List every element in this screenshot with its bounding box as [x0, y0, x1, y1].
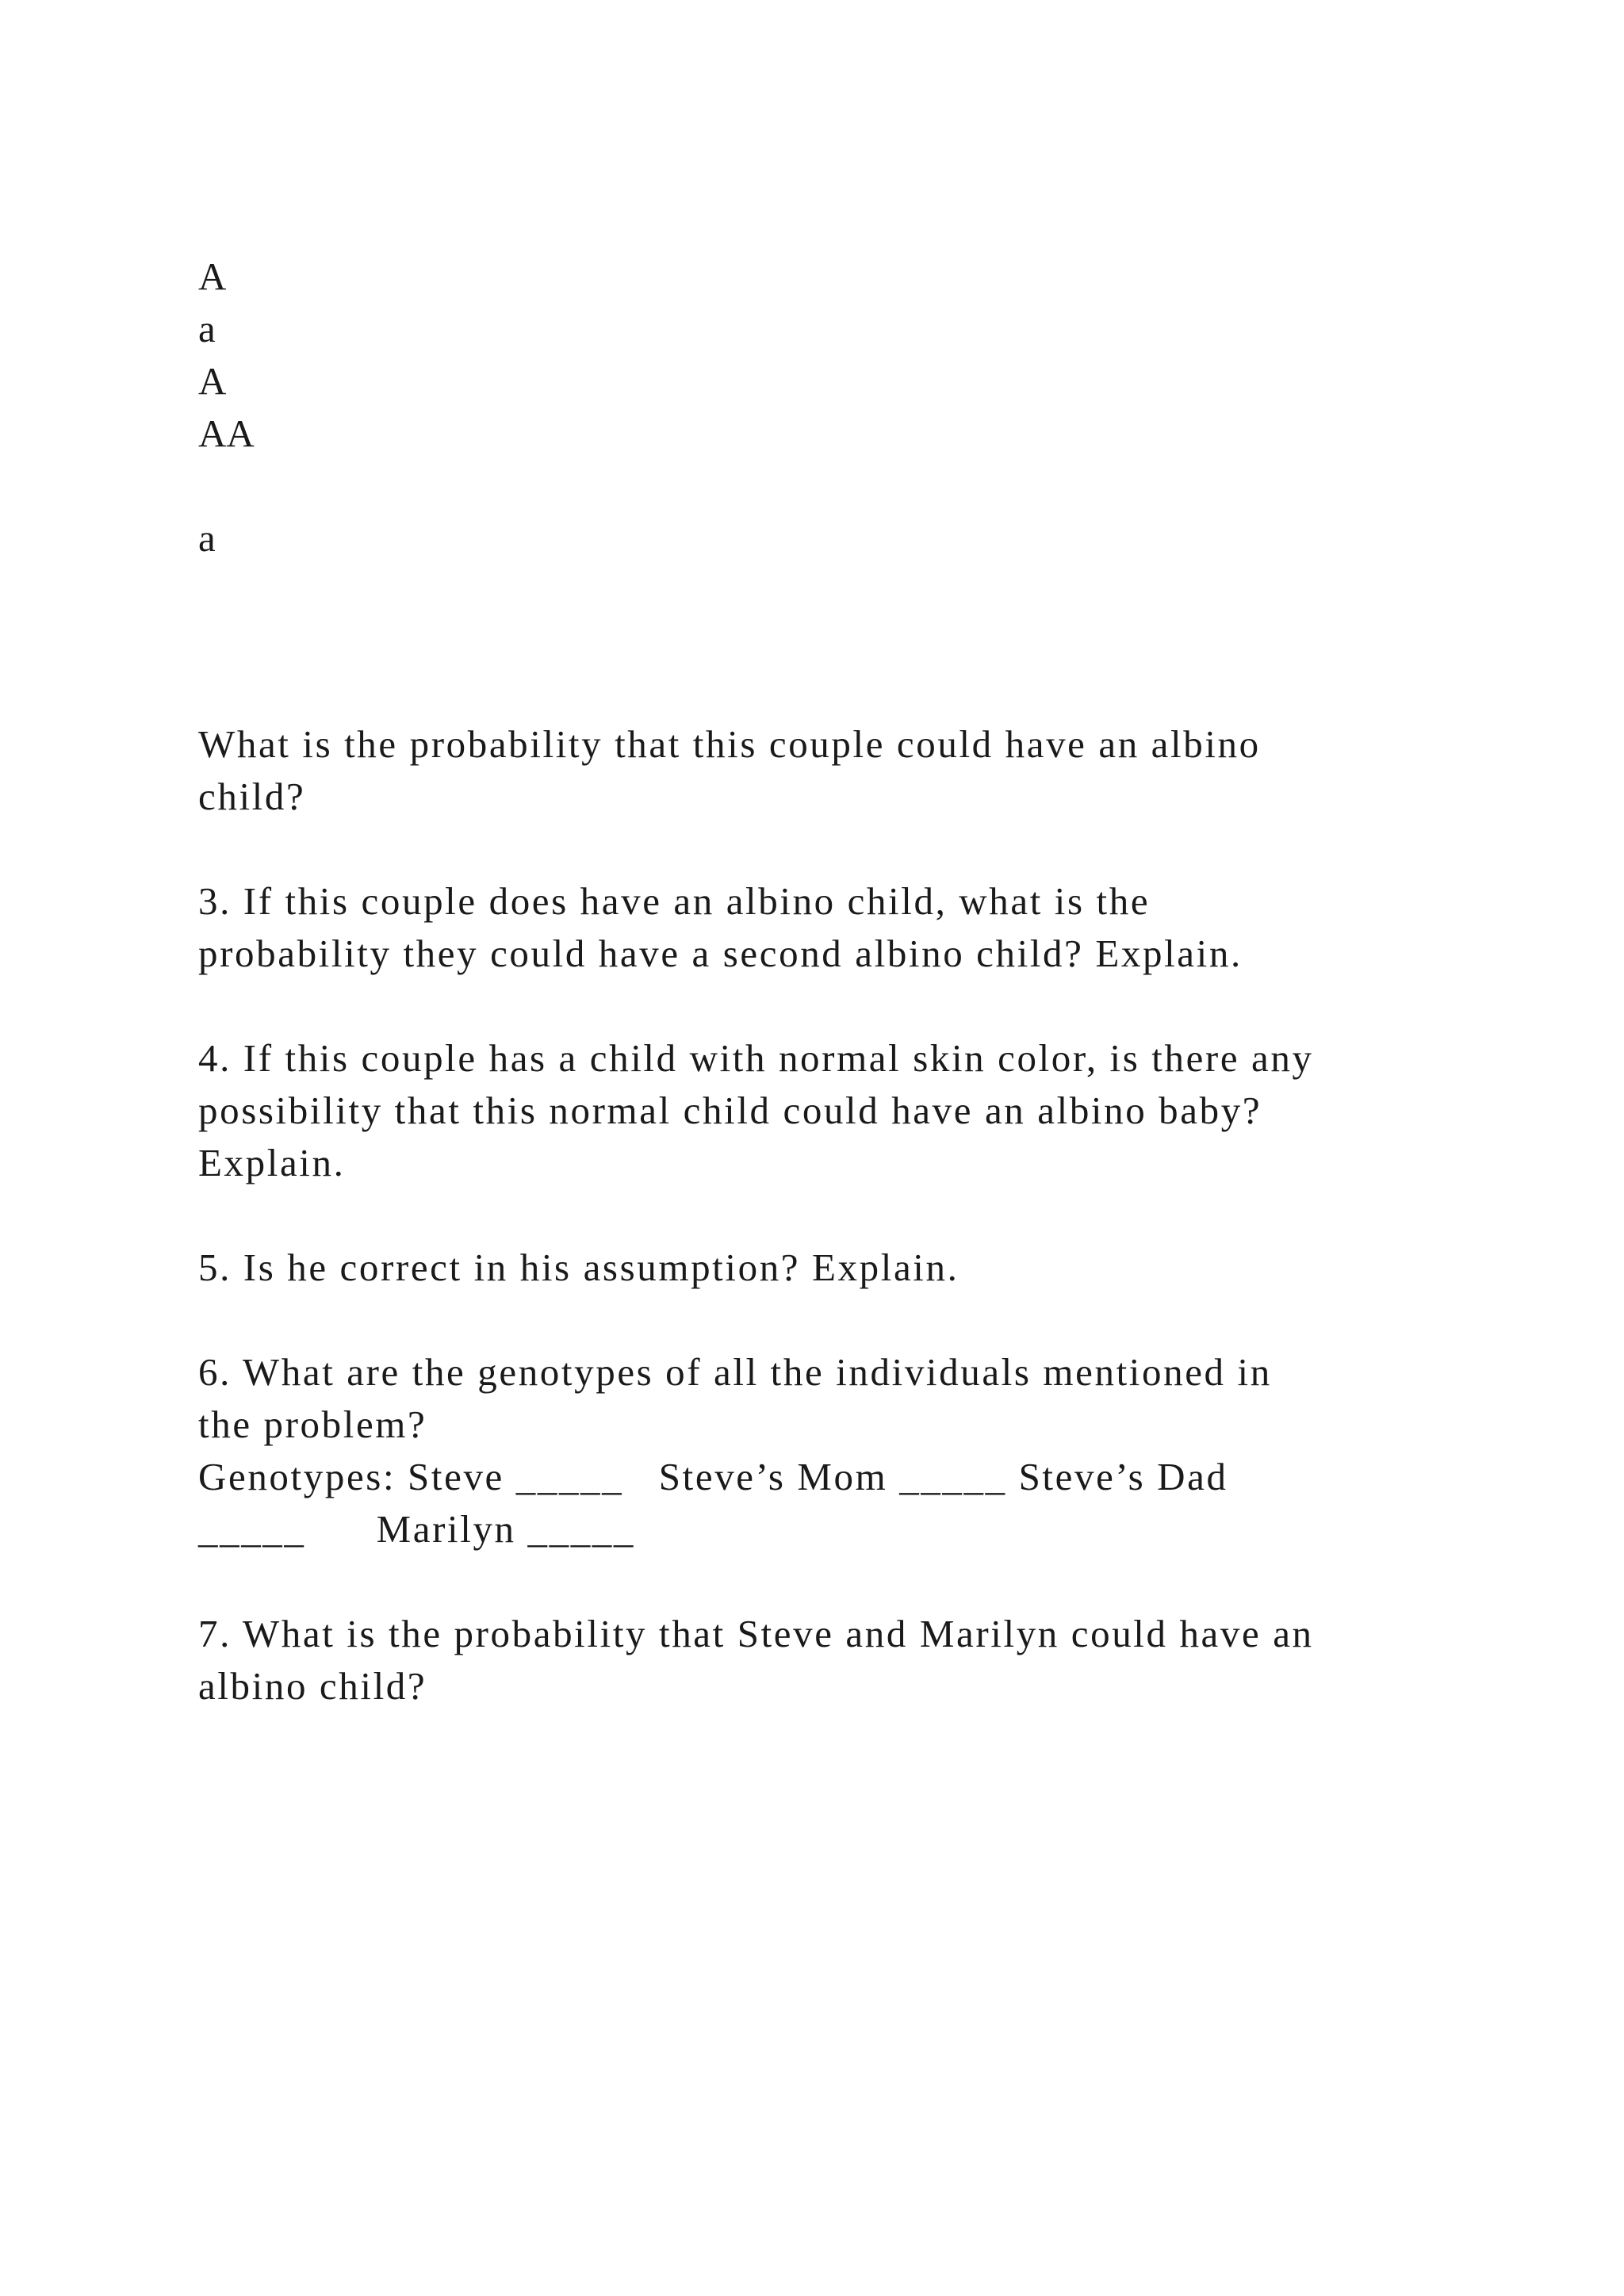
question-text: Explain. [198, 1141, 346, 1184]
punnett-label: a [198, 307, 216, 350]
question-text: 4. If this couple has a child with normal skin color, is there any [198, 1036, 1314, 1080]
genotypes-line: Genotypes: Steve _____ Steve’s Mom _____ Steve’s Dad [198, 1455, 1228, 1498]
question-text: 5. Is he correct in his assumption? Explain. [198, 1246, 959, 1289]
punnett-label: A [198, 359, 227, 403]
question-text: possibility that this normal child could have an albino baby? [198, 1089, 1262, 1132]
question-text: 7. What is the probability that Steve and Marilyn could have an [198, 1612, 1314, 1655]
question-text: 6. What are the genotypes of all the individuals mentioned in [198, 1350, 1272, 1394]
punnett-label: A [198, 254, 227, 298]
punnett-cell: AA [198, 411, 255, 455]
question-text: What is the probability that this couple could have an albino [198, 722, 1261, 766]
punnett-label: a [198, 516, 216, 560]
question-text: 3. If this couple does have an albino child, what is the [198, 879, 1151, 923]
question-text: the problem? [198, 1402, 427, 1446]
question-text: child? [198, 775, 306, 818]
question-text: probability they could have a second albino child? Explain. [198, 932, 1243, 975]
question-text: albino child? [198, 1664, 427, 1708]
genotypes-line: _____ Marilyn _____ [198, 1507, 636, 1551]
